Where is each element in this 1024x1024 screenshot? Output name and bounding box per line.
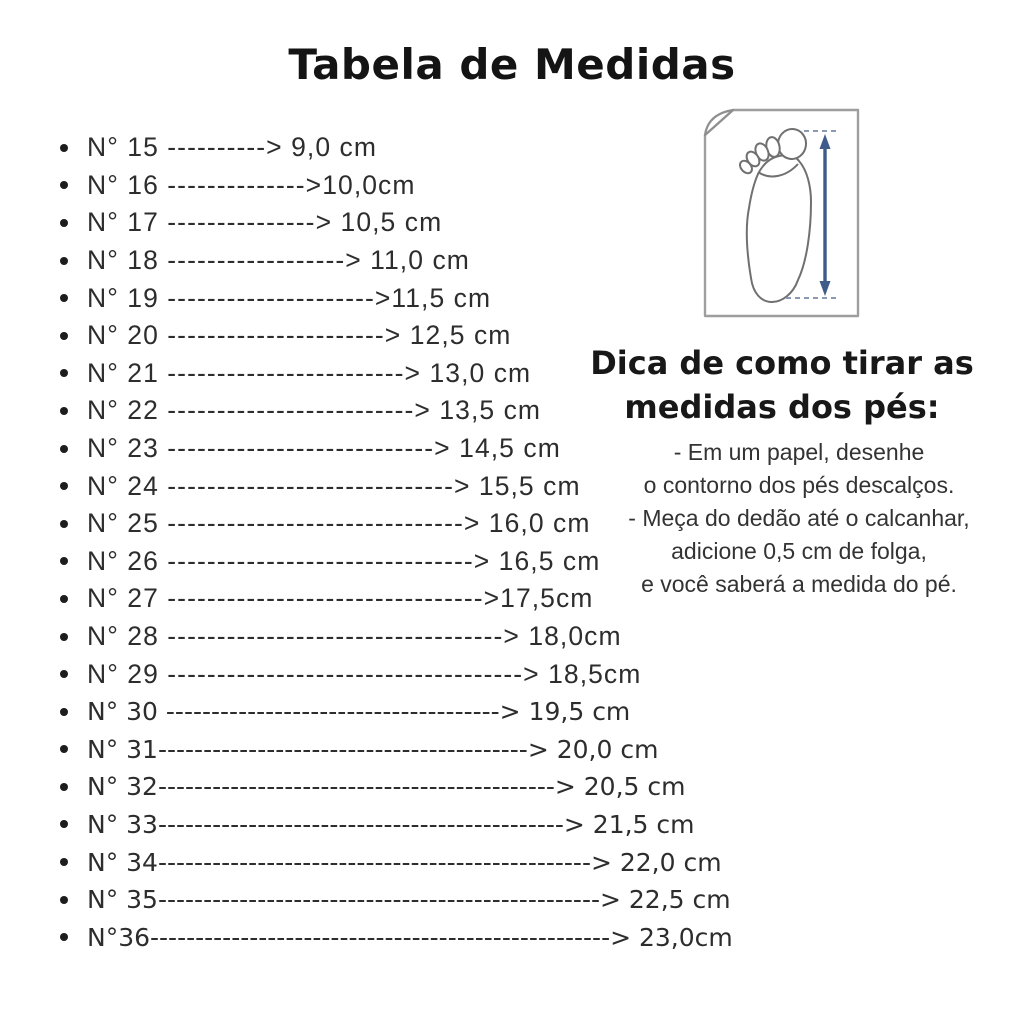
guide-heading [562,341,1002,429]
size-row-text: N° 15 ----------> 9,0 cm [87,132,377,163]
guide-tip-line: o contorno dos pés descalços. [643,472,955,498]
size-row [60,806,733,844]
size-row-text: N° 16 -------------->10,0cm [87,169,416,200]
size-row-text: N° 27 -------------------------------->17,5cm [87,583,594,614]
size-row-text: N° 20 ----------------------> 12,5 cm [87,320,512,351]
guide-heading-line: medidas dos pés: [624,388,940,426]
size-row [60,843,733,881]
size-row [60,242,733,280]
size-row-text: N° 32--------------------------------------------> 20,5 cm [87,772,686,802]
guide-tip-line: adicione 0,5 cm de folga, [671,538,927,564]
guide-tip-line: e você saberá a medida do pé. [641,571,957,597]
size-row-text: N° 21 ------------------------> 13,0 cm [87,357,532,388]
size-row [60,731,733,769]
size-row-text: N° 34------------------------------------------------> 22,0 cm [87,847,722,877]
size-row [60,655,733,693]
foot-on-paper-measure-icon [700,106,864,320]
size-row-text: N° 19 --------------------->11,5 cm [87,282,492,313]
guide-tip-line: - Em um papel, desenhe [673,439,925,465]
size-row-text: N° 22 -------------------------> 13,5 cm [87,395,542,426]
size-row [60,129,733,167]
size-row [60,204,733,242]
size-row-text: N° 18 ------------------> 11,0 cm [87,245,470,276]
size-row-text: N°36---------------------------------------------------> 23,0cm [87,922,733,952]
size-row [60,918,733,956]
size-row [60,693,733,731]
size-row-text: N° 25 ------------------------------> 16,0 cm [87,508,591,539]
size-row [60,618,733,656]
guide-tip-line: - Meça do dedão até o calcanhar, [628,505,970,531]
size-row-text: N° 26 -------------------------------> 16,5 cm [87,545,601,576]
size-row [60,167,733,205]
size-row-text: N° 33---------------------------------------------> 21,5 cm [87,809,695,839]
page-title: Tabela de Medidas [288,40,736,89]
size-row [60,279,733,317]
guide-heading-line: Dica de como tirar as [590,344,974,382]
size-row-text: N° 29 ------------------------------------> 18,5cm [87,658,642,689]
size-row [60,768,733,806]
size-row-text: N° 30 -------------------------------------> 19,5 cm [87,697,631,727]
guide-tips [589,436,1009,601]
size-row-text: N° 17 ---------------> 10,5 cm [87,207,443,238]
size-row-text: N° 31-----------------------------------------> 20,0 cm [87,734,659,764]
size-row [60,881,733,919]
size-row-text: N° 35-------------------------------------------------> 22,5 cm [87,885,731,915]
size-row-text: N° 24 -----------------------------> 15,5 cm [87,470,581,501]
size-row-text: N° 28 ----------------------------------> 18,0cm [87,621,622,652]
size-row-text: N° 23 ---------------------------> 14,5 cm [87,433,561,464]
